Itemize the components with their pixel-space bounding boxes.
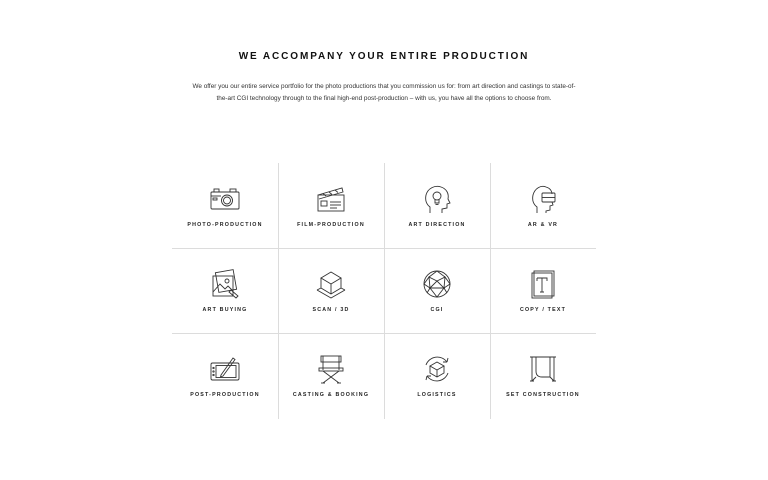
service-label: LOGISTICS xyxy=(417,392,457,398)
services-grid xyxy=(172,163,596,419)
service-casting-booking[interactable] xyxy=(278,333,384,418)
service-label: ART BUYING xyxy=(202,307,248,313)
text-document-icon xyxy=(527,268,559,300)
service-label: FILM-PRODUCTION xyxy=(297,222,365,228)
pictures-icon xyxy=(209,268,241,300)
service-photo-production[interactable] xyxy=(172,163,278,248)
service-film-production[interactable] xyxy=(278,163,384,248)
cube-icon xyxy=(315,268,347,300)
tablet-pen-icon xyxy=(209,353,241,385)
service-logistics[interactable] xyxy=(384,333,490,418)
service-label: COPY / TEXT xyxy=(519,307,567,313)
service-set-construction[interactable] xyxy=(490,333,596,418)
intro-text: We offer you our entire service portfolio for the photo productions that you commission us for: from art direction and castings to state-of-the-art CGI technology through to the final high-end post-production – with us, you have all the options to choose from. xyxy=(192,83,576,102)
director-chair-icon xyxy=(315,353,347,385)
service-art-buying[interactable] xyxy=(172,248,278,333)
service-scan-3d[interactable] xyxy=(278,248,384,333)
service-art-direction[interactable] xyxy=(384,163,490,248)
studio-backdrop-icon xyxy=(527,353,559,385)
box-cycle-icon xyxy=(421,353,453,385)
service-post-production[interactable] xyxy=(172,333,278,418)
head-lightbulb-icon xyxy=(421,183,453,215)
service-label: ART DIRECTION xyxy=(408,222,466,228)
service-label: SCAN / 3D xyxy=(312,307,350,313)
service-cgi[interactable] xyxy=(384,248,490,333)
service-label: SET CONSTRUCTION xyxy=(506,392,580,398)
clapperboard-icon xyxy=(315,183,347,215)
service-label: CASTING & BOOKING xyxy=(292,392,370,398)
section-heading: WE ACCOMPANY YOUR ENTIRE PRODUCTION xyxy=(238,51,530,62)
service-label: CGI xyxy=(430,307,444,313)
vr-headset-icon xyxy=(527,183,559,215)
service-label: PHOTO-PRODUCTION xyxy=(187,222,263,228)
camera-icon xyxy=(209,183,241,215)
geodesic-sphere-icon xyxy=(421,268,453,300)
service-label: AR & VR xyxy=(527,222,559,228)
service-label: POST-PRODUCTION xyxy=(190,392,260,398)
service-ar-vr[interactable] xyxy=(490,163,596,248)
service-copy-text[interactable] xyxy=(490,248,596,333)
